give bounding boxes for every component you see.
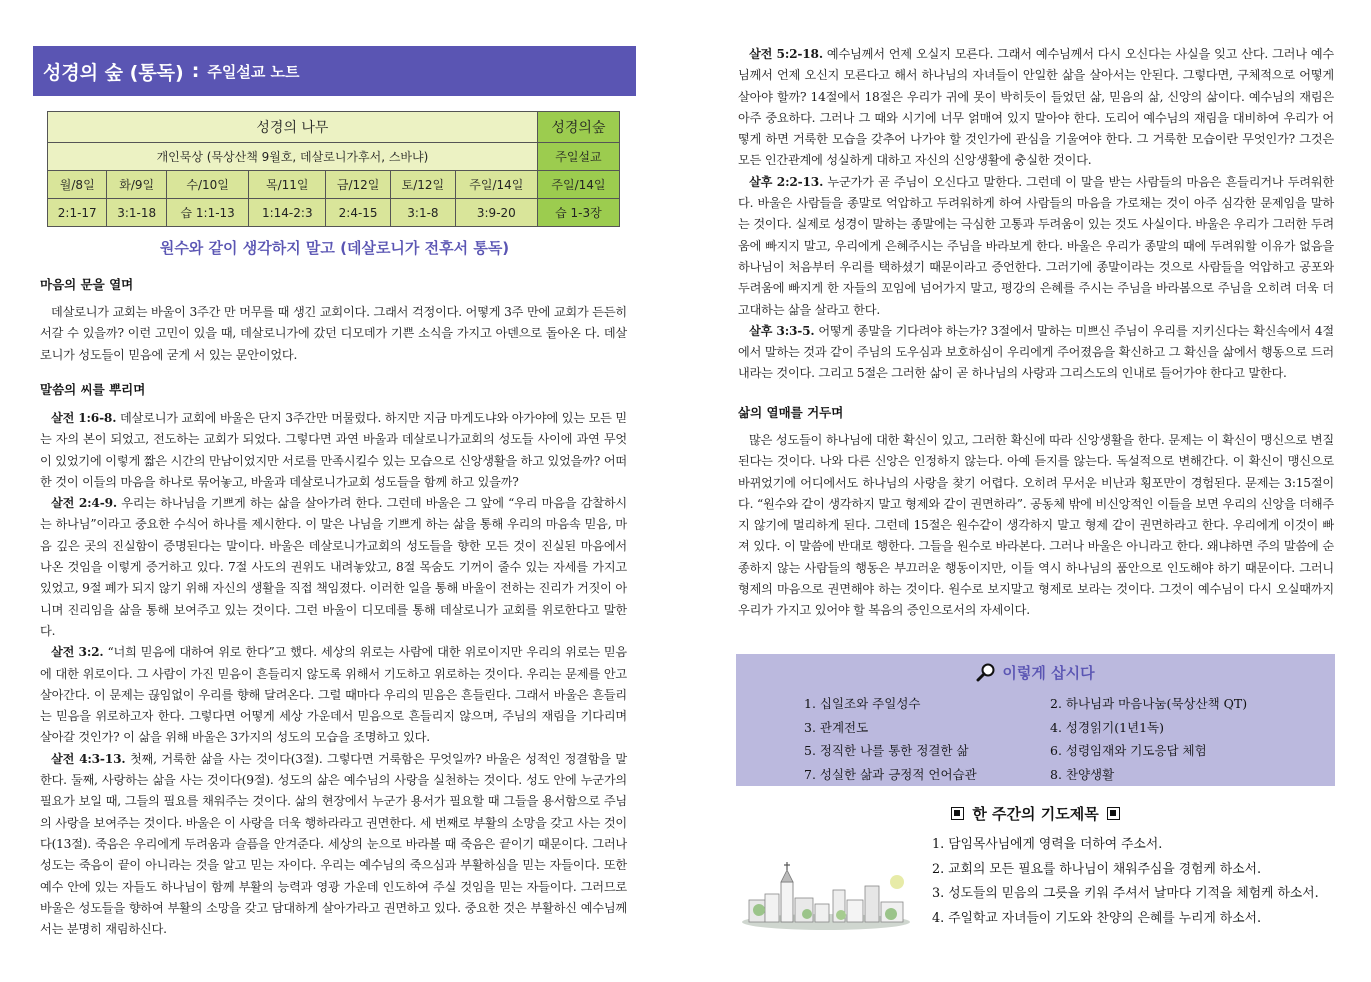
- day-cell: 월/8일: [48, 171, 107, 199]
- list-item: 4. 주일학교 자녀들이 기도와 찬양의 은혜를 누리게 하소서.: [932, 910, 1262, 926]
- notes-banner: [33, 46, 636, 96]
- scripture-ref: 살전 3:2.: [51, 645, 104, 660]
- banner-title: 성경의 숲 (통독): [43, 61, 184, 84]
- list-item: 6. 성령임재와 기도응답 체험: [1050, 743, 1207, 758]
- prayer-title: [736, 803, 1335, 824]
- list-item: 2. 교회의 모든 필요를 하나님이 채워주심을 경험케 하소서.: [932, 861, 1262, 877]
- church-village-illustration: [741, 860, 911, 930]
- live-title: [736, 662, 1335, 683]
- open-heart-body: [40, 302, 627, 366]
- paragraph-text: “너희 믿음에 대하여 위로 한다”고 했다. 세상의 위로는 사람에 대한 위로이지만 우리의 위로는 믿음에 대한 위로이다. 그 사람이 가진 믿음이 흔들리지 않도록 위해서 기도하고 위로하는 것이다. 우리는 문제를 안고 살아간다. 이 문제는 끊임없이 우리를 향해 달려온다. 그럴 때마다 우리의 믿음은 흔들린다. 그래서 바울은 흔들리는 믿음을 위로하고자 한다. 그렇다면 어떻게 세상 가운데서 믿음으로 흔들리지 않으며, 주님의 재림을 기다리며 살아갈 것인가? 이 삶을 위해 바울은 3가지의 성도의 모습을 조명하고 있다.: [40, 645, 627, 745]
- day-cell: 목/11일: [249, 171, 326, 199]
- paragraph: [738, 172, 1334, 321]
- paragraph: [40, 749, 627, 941]
- paragraph-text: 데살로니가 교회에 바울은 단지 3주간만 머물렀다. 하지만 지금 마게도냐와 아가야에 있는 모든 믿는 자의 본이 되었고, 전도하는 교회가 되었다. 그렇다면 과연 바울과 데살로니가교회의 성도들 사이에 과연 무엇이 있었기에 이렇게 짧은 시간의 만남이었지만 서로를 만족시킬수 있는 모습으로 신앙생활을 하고 있었을까? 어떠한 것이 이들의 마음을 하나로 묶어놓고, 바울과 데살로니가교회 성도들을 함께 하고 있을까?: [40, 411, 627, 489]
- reading-cell: 2:1-17: [48, 199, 107, 227]
- paragraph: 많은 성도들이 하나님에 대한 확신이 있고, 그러한 확신에 따라 신앙생활을 한다. 문제는 이 확신이 맹신으로 변질된다는 것이다. 나와 다른 신앙은 인정하지 않는다. 아예 듣지를 않는다. 독설적으로 변해간다. 이 확신이 맹신으로 바뀌었기에 어디에서도 하나님의 사랑을 찾기 어렵다. 오히려 무서운 비난과 횡포만이 경험된다. 문제는 3:15절이다. “원수와 같이 생각하지 말고 형제와 같이 권면하라”. 공동체 밖에 비신앙적인 이들을 보면 우리의 신앙을 더해주지 않기에 멀리하게 된다. 그런데 15절은 원수같이 생각하지 말고 형제 같이 권면하라고 한다. 우리에게 이것이 빠져 있다. 이 말씀에 반대로 행한다. 그들을 원수로 바라본다. 그러나 바울은 아니라고 한다. 왜냐하면 주의 말씀에 순종하지 않는 사람들의 행동은 부끄러운 행동이지만, 이들 역시 하나님의 품안으로 인도해야 하기 때문이다. 그러니 형제의 마음으로 권면해야 하는 것이다. 원수로 보지말고 형제로 보라는 것이다. 그것이 예수님이 다시 오실때까지 우리가 가지고 있어야 할 복음의 증인으로서의 자세이다.: [738, 433, 1334, 618]
- live-title-text: 이렇게 삽시다: [1002, 664, 1095, 682]
- reading-schedule-table: [47, 111, 620, 227]
- reading-cell: 3:9-20: [455, 199, 537, 227]
- list-item: 4. 성경읽기(1년1독): [1050, 719, 1165, 735]
- scripture-ref: 살전 2:4-9.: [51, 496, 117, 511]
- list-item: 7. 성실한 삶과 긍정적 언어습관: [804, 766, 977, 782]
- day-cell: 주일/14일: [537, 171, 619, 199]
- live-list-left: [804, 692, 977, 786]
- paragraph-text: 어떻게 종말을 기다려야 하는가? 3절에서 말하는 미쁘신 주님이 우리를 지키신다는 확신속에서 4절에서 말하는 것과 같이 주님의 도우심과 보호하심이 우리에게 주어졌음을 확신하고 그 확신을 삶에서 행동으로 드러내라는 것이다. 그리고 5절은 그러한 삶이 곧 하나님의 사랑과 그리스도의 인내로 들어가야 한다고 말한다.: [738, 323, 1334, 381]
- sermon-label: 주일설교: [537, 143, 619, 171]
- paragraph-text: 우리는 하나님을 기쁘게 하는 삶을 살아가려 한다. 그런데 바울은 그 앞에 “우리 마음을 감찰하시는 하나님”이라고 중요한 수식어 하나를 제시한다. 이 말은 나님을 기쁘게 하는 삶을 통해 우리의 마음속 믿음, 마음 깊은 곳의 진실함이 증명된다는 말이다. 바울은 데살로니가교회의 성도들을 향한 모든 것이 진실된 마음에서 나온 것임을 이렇게 증거하고 있다. 7절 사도의 권위도 내려놓았고, 8절 목숨도 기꺼이 줄수 있는 자세를 가지고 있었고, 9절 폐가 되지 않기 위해 자신의 생활을 직접 책임졌다. 이러한 일을 통해 바울이 전하는 진리가 거짓이 아니며 진리임을 삶을 통해 보여주고 있는 것이다. 그런 바울이 디모데를 통해 데살로니가 교회를 위로한다고 말한다.: [40, 496, 627, 638]
- paragraph: [40, 642, 627, 748]
- scripture-ref: 살후 3:3-5.: [749, 323, 815, 338]
- reading-cell: 3:1-18: [107, 199, 166, 227]
- reading-cell: 3:1-8: [391, 199, 456, 227]
- day-cell: 토/12일: [391, 171, 456, 199]
- square-bullet-icon: [1107, 807, 1120, 820]
- banner-subtitle: 주일설교 노트: [207, 62, 300, 81]
- day-cell: 주일/14일: [455, 171, 537, 199]
- list-item: 8. 찬양생활: [1050, 766, 1115, 782]
- sow-word-body: [40, 408, 627, 940]
- forest-label: 성경의숲: [537, 112, 619, 143]
- harvest-body: [738, 430, 1334, 622]
- reading-cell: 1:14-2:3: [249, 199, 326, 227]
- magnifier-icon: [976, 662, 996, 682]
- reading-cell: 습 1:1-13: [166, 199, 248, 227]
- list-item: 2. 하나님과 마음나눔(묵상산책 QT): [1050, 696, 1248, 711]
- reading-cell: 2:4-15: [326, 199, 391, 227]
- section-heading-harvest: 삶의 열매를 거두며: [738, 405, 844, 420]
- paragraph: [738, 44, 1334, 172]
- prayer-title-text: 한 주간의 기도제목: [972, 805, 1099, 823]
- section-heading-open-heart: 마음의 문을 열며: [40, 277, 134, 292]
- square-bullet-icon: [951, 807, 964, 820]
- paragraph: 데살로니가 교회는 바울이 3주간 만 머무를 때 생긴 교회이다. 그래서 걱정이다. 어떻게 3주 만에 교회가 든든히 서갈 수 있을까? 이런 고민이 있을 때, 데살로니가에 갔던 디모데가 기쁜 소식을 가지고 아덴으로 돌아온 다. 데살로니가 성도들이 믿음에 굳게 서 있는 문안이었다.: [40, 305, 627, 362]
- paragraph-text: 예수님께서 언제 오실지 모른다. 그래서 예수님께서 다시 오신다는 사실을 잊고 산다. 그러나 예수님께서 언제 오신지 모른다고 해서 하나님의 자녀들이 안일한 삶을 살아서는 안된다. 그렇다면, 구체적으로 어떻게 살아야 할까? 14절에서 18절은 우리가 귀에 못이 박히듯이 들었던 삶, 믿음의 삶, 신앙의 삶이다. 예수님의 재림은 아주 중요하다. 그러나 그 때와 시기에 너무 얽매여 있지 말아야 한다. 도리어 예수님의 재림을 대비하여 우리가 어떻게 하면 거룩한 모습을 갖추어 나가야 할 것인가에 관심을 기울여야 한다. 그 거룩한 모습이란 무엇인가? 그것은 모든 인간관계에 성실하게 대하고 자신의 신앙생활에 충실한 것이다.: [738, 47, 1334, 168]
- live-this-way-box: [736, 654, 1335, 786]
- list-item: 1. 담임목사님에게 영력을 더하여 주소서.: [932, 837, 1163, 852]
- paragraph-text: 첫째, 거룩한 삶을 사는 것이다(3절). 그렇다면 거룩함은 무엇일까? 바울은 성적인 정결함을 말한다. 둘째, 사랑하는 삶을 사는 것이다(9절). 성도의 삶은 예수님의 사랑을 실천하는 것이다. 성도 안에 누군가의 필요가 보일 때, 그들의 필요를 채워주는 것이다. 삶의 현장에서 누군가 용서가 필요할 때 그들을 용서함으로 주님의 사랑을 보여주는 것이다. 바울은 이 사랑을 더욱 행하라라고 권면한다. 세 번째로 부활의 소망을 갖고 사는 것이다(13절). 죽음은 우리에게 두려움과 슬픔을 안겨준다. 세상의 눈으로 바라볼 때 죽음은 끝이기 때문이다. 그러나 성도는 죽음이 끝이 아니라는 것을 알고 믿는 자이다. 우리는 예수님의 죽으심과 부활하심을 믿는 자들이다. 또한 예수 안에 있는 자들도 하나님이 함께 부활의 능력과 영광 가운데 인도하여 주실 것임을 믿는 자들이다. 그러므로 바울은 성도들을 향하여 부활의 소망을 갖고 담대하게 살아가라고 권면하고 있다. 중요한 것은 부활하신 예수님께서는 분명히 재림하신다.: [40, 751, 627, 937]
- day-cell: 화/9일: [107, 171, 166, 199]
- list-item: 3. 성도들의 믿음의 그릇을 키워 주셔서 날마다 기적을 체험케 하소서.: [932, 886, 1319, 901]
- scripture-ref: 살전 1:6-8.: [51, 411, 117, 425]
- scripture-ref: 살전 5:2-18.: [749, 47, 823, 61]
- right-body: [738, 44, 1334, 385]
- list-item: 1. 십일조와 주일성수: [804, 696, 921, 711]
- paragraph: [40, 493, 627, 642]
- day-cell: 수/10일: [166, 171, 248, 199]
- list-item: 5. 정직한 나를 통한 정결한 삶: [804, 743, 969, 758]
- sermon-title: 원수와 같이 생각하지 말고 (데살로니가 전후서 통독): [159, 239, 510, 257]
- personal-label: 개인묵상 (묵상산책 9월호, 데살로니가후서, 스바냐): [48, 143, 538, 171]
- scripture-ref: 살후 2:2-13.: [749, 174, 824, 189]
- reading-cell: 습 1-3장: [537, 199, 619, 227]
- list-item: 3. 관계전도: [804, 719, 869, 735]
- tree-label: 성경의 나무: [48, 112, 538, 143]
- paragraph-text: 누군가가 곧 주님이 오신다고 말한다. 그런데 이 말을 받는 사람들의 마음은 흔들리거나 두려워한다. 바울은 사람들을 종말로 억압하고 두려워하게 하여 사람들의 마음을 가로채는 것이 아주 심각한 문제임을 말하는 것이다. 실제로 성경이 말하는 종말에는 극심한 고통과 두려움이 있는 것도 사실이다. 바울은 우리가 그러한 두려움에 빠지지 말고, 우리에게 은혜주시는 주님을 바라보게 한다. 바울은 우리가 종말의 때에 두려워할 이유가 없음을 하나님이 처음부터 우리를 택하셨기 때문이라고 증언한다. 그러기에 종말이라는 것으로 사람들을 억압하고 공포와 두려움에 빠지게 한 자들의 꼬임에 넘어가지 말고, 평강의 은혜를 주시는 주님을 바라봄으로 주님을 오히려 더욱 더 고대하는 삶을 살라고 한다.: [738, 174, 1334, 317]
- prayer-list: [932, 833, 1319, 931]
- day-cell: 금/12일: [326, 171, 391, 199]
- banner-separator: :: [191, 60, 200, 82]
- scripture-ref: 살전 4:3-13.: [51, 751, 126, 766]
- section-heading-sow-word: 말씀의 씨를 뿌리며: [40, 382, 146, 397]
- paragraph: [738, 321, 1334, 385]
- paragraph: [40, 408, 627, 493]
- live-list-right: [1050, 692, 1247, 786]
